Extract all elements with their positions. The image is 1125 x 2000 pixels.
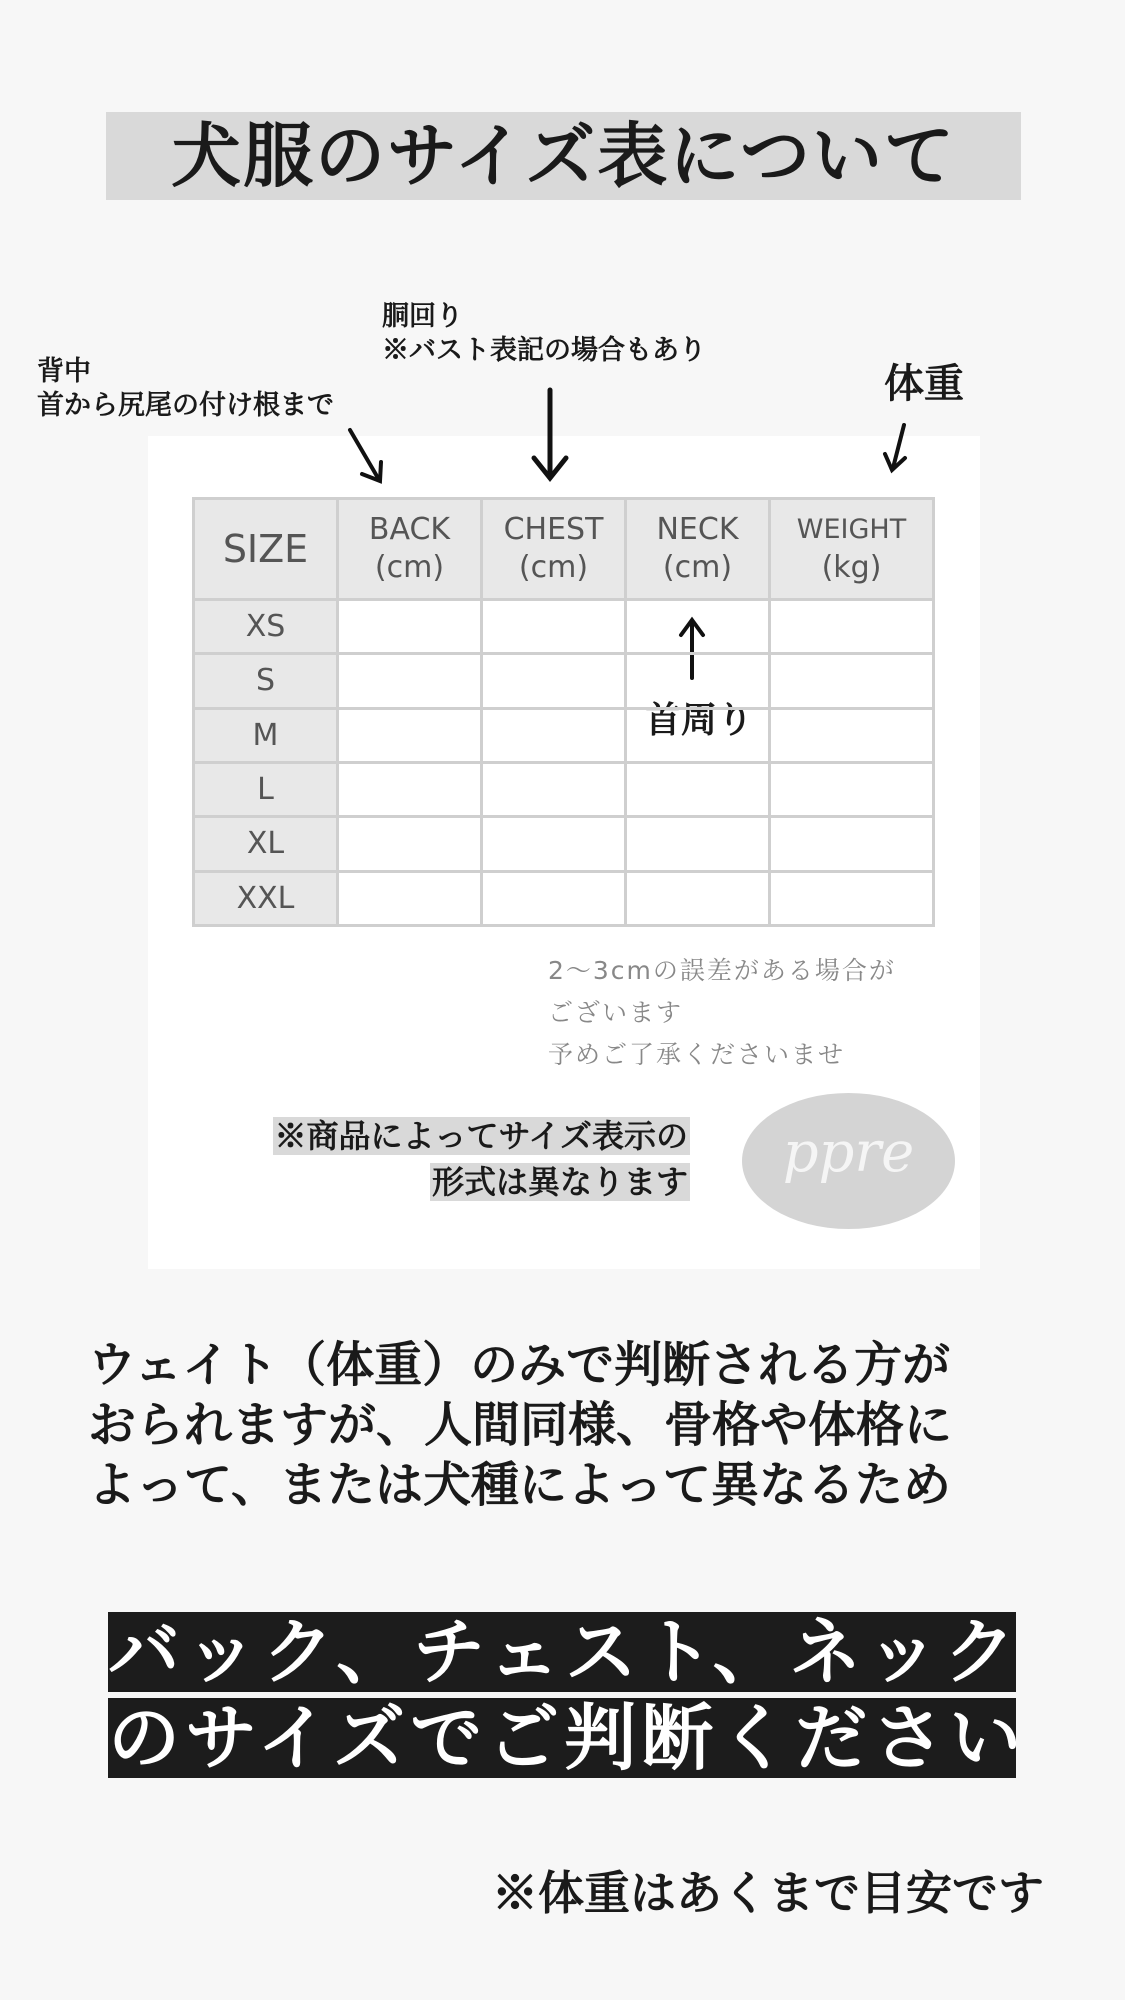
- header-size: SIZE: [194, 499, 338, 600]
- table-row: [194, 654, 934, 708]
- size-cell: M: [194, 708, 338, 762]
- back-annotation-title: 背中: [37, 356, 91, 387]
- size-cell: L: [194, 762, 338, 816]
- header-chest: CHEST (cm): [482, 499, 626, 600]
- size-cell: XXL: [194, 871, 338, 925]
- header-neck: NECK (cm): [626, 499, 770, 600]
- size-cell: XL: [194, 817, 338, 871]
- brand-logo-text: ppre: [782, 1120, 915, 1185]
- table-row: [194, 871, 934, 925]
- size-cell: S: [194, 654, 338, 708]
- chest-annotation-title: 胴回り: [382, 301, 463, 332]
- table-row: [194, 817, 934, 871]
- header-weight: WEIGHT (kg): [770, 499, 934, 600]
- table-row: [194, 762, 934, 816]
- explanation-text: ウェイト（体重）のみで判断される方が おられますが、人間同様、骨格や体格に よって、または犬種によって異なるため: [88, 1337, 953, 1513]
- footnote: ※体重はあくまで目安です: [492, 1866, 1044, 1920]
- table-row: [194, 600, 934, 654]
- back-arrow-icon: [350, 430, 378, 478]
- size-cell: XS: [194, 600, 338, 654]
- size-table: [192, 497, 935, 927]
- table-header-row: [194, 499, 934, 600]
- chest-annotation-desc: ※バスト表記の場合もあり: [382, 335, 706, 366]
- table-row: [194, 708, 934, 762]
- page-title: 犬服のサイズ表について: [171, 114, 956, 197]
- header-back: BACK (cm): [338, 499, 482, 600]
- neck-annotation: 首周り: [645, 699, 754, 741]
- format-note: ※商品によってサイズ表示の 形式は異なります: [274, 1117, 688, 1201]
- weight-annotation: 体重: [884, 360, 964, 407]
- error-note: 2〜3cmの誤差がある場合が ございます 予めご了承くださいませ: [548, 956, 896, 1069]
- highlight-line-2: のサイズでご判断ください: [108, 1695, 1027, 1780]
- highlight-line-1: バック、チェスト、ネック: [108, 1609, 1021, 1694]
- back-annotation-desc: 首から尻尾の付け根まで: [37, 390, 334, 421]
